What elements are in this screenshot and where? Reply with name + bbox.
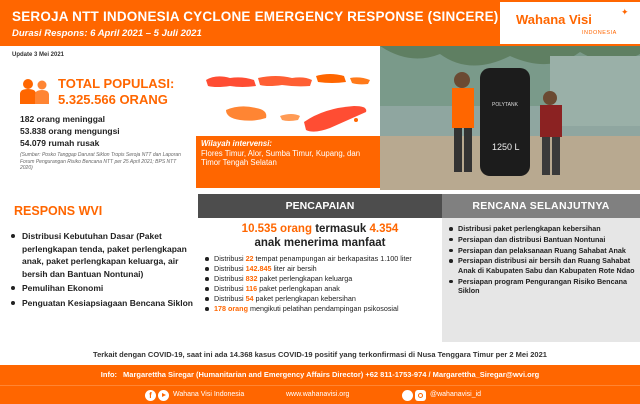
list-item: 178 orang mengikuti pelatihan pendampingan psikososial	[204, 304, 440, 314]
list-item: Persiapan dan distribusi Bantuan Nontunai	[448, 235, 636, 245]
tank-brand: POLYTANK	[492, 102, 518, 108]
rencana-list	[448, 224, 636, 297]
pencapaian-list	[204, 254, 440, 314]
list-item: Distribusi 116 paket perlengkapan anak	[204, 284, 440, 294]
headline-end: anak menerima manfaat	[254, 237, 386, 249]
impact-stats	[20, 113, 120, 149]
logo-star-icon: ✦	[621, 7, 629, 17]
respons-title: RESPONS WVI	[14, 204, 103, 218]
stats-source: (Sumber: Posko Tanggap Darurat Siklon Tropis Seroja NTT dan Laporan Forum Pengurangan Risiko Bencana NTT per 25 April 2021; BPS NTT 2020)	[20, 152, 181, 171]
population-value: 5.325.566 ORANG	[58, 92, 168, 107]
headline-mid: termasuk	[312, 223, 370, 235]
tank-capacity: 1250 L	[492, 142, 520, 152]
youtube-icon[interactable]	[158, 390, 169, 401]
headline-people: 10.535 orang	[241, 223, 312, 235]
instagram-icon[interactable]	[415, 390, 426, 401]
pencapaian-headline	[200, 222, 440, 250]
info-label: Info:	[100, 370, 118, 379]
facebook-page-link[interactable]: Wahana Visi Indonesia	[173, 391, 245, 398]
list-item: Pemulihan Ekonomi	[8, 282, 198, 295]
logo-name: Wahana Visi	[516, 12, 592, 27]
population-label: TOTAL POPULASI:	[58, 76, 175, 91]
social-handle-link[interactable]: @wahanavisi_id	[430, 391, 482, 398]
headline-children: 4.354	[369, 223, 399, 235]
list-item: Persiapan distribusi air bersih dan Ruang Sahabat Anak di Kabupaten Sabu dan Kabupaten Rote Ndao	[448, 256, 636, 275]
intervention-areas: Flores Timur, Alor, Sumba Timur, Kupang, dan Timor Tengah Selatan	[201, 148, 361, 167]
field-photo	[380, 46, 640, 190]
page-title: SEROJA NTT INDONESIA CYCLONE EMERGENCY RESPONSE (SINCERE)	[12, 9, 499, 24]
update-date: Update 3 Mei 2021	[12, 52, 65, 58]
facebook-icon[interactable]: f	[145, 390, 156, 401]
header-banner	[0, 0, 640, 46]
list-item: Distribusi 832 paket perlengkapan keluarga	[204, 274, 440, 284]
list-item: Distribusi 54 paket perlengkapan kebersihan	[204, 294, 440, 304]
list-item: Persiapan dan pelaksanaan Ruang Sahabat Anak	[448, 246, 636, 256]
contact-info-bar	[0, 365, 640, 385]
rencana-header: RENCANA SELANJUTNYA	[442, 194, 640, 218]
pencapaian-header: PENCAPAIAN	[198, 194, 442, 218]
contact-info[interactable]: Margarettha Siregar (Humanitarian and Emergency Affairs Director) +62 811-1753-974 / Margarettha_Siregar@wvi.org	[123, 370, 540, 379]
intervention-area-box	[196, 136, 380, 188]
list-item: Penguatan Kesiapsiagaan Bencana Siklon	[8, 297, 198, 310]
logo	[500, 2, 640, 44]
stat-houses: 54.079 rumah rusak	[20, 138, 100, 148]
list-item: Distribusi 142.845 liter air bersih	[204, 264, 440, 274]
intervention-label: Wilayah intervensi:	[201, 139, 272, 148]
list-item: Distribusi 22 tempat penampungan air berkapasitas 1.100 liter	[204, 254, 440, 264]
footer	[0, 385, 640, 404]
covid-note: Terkait dengan COVID-19, saat ini ada 14.368 kasus COVID-19 positif yang terkonfirmasi di Nusa Tenggara Timur per 2 Mei 2021	[93, 350, 547, 359]
twitter-icon[interactable]	[402, 390, 413, 401]
list-item: Distribusi Kebutuhan Dasar (Paket perlengkapan tenda, paket perlengkapan anak, paket perlengkapan keluarga, air bersih dan Bantuan Nontunai)	[8, 230, 198, 280]
respons-list	[8, 230, 198, 311]
list-item: Persiapan program Pengurangan Risiko Bencana Siklon	[448, 277, 636, 296]
logo-sub: INDONESIA	[582, 30, 617, 36]
stat-displaced: 53.838 orang mengungsi	[20, 126, 120, 136]
website-link[interactable]: www.wahanavisi.org	[286, 391, 350, 398]
response-duration: Durasi Respons: 6 April 2021 – 5 Juli 2021	[12, 28, 202, 39]
stat-deaths: 182 orang meninggal	[20, 114, 106, 124]
list-item: Distribusi paket perlengkapan kebersihan	[448, 224, 636, 234]
people-icon	[18, 78, 52, 104]
